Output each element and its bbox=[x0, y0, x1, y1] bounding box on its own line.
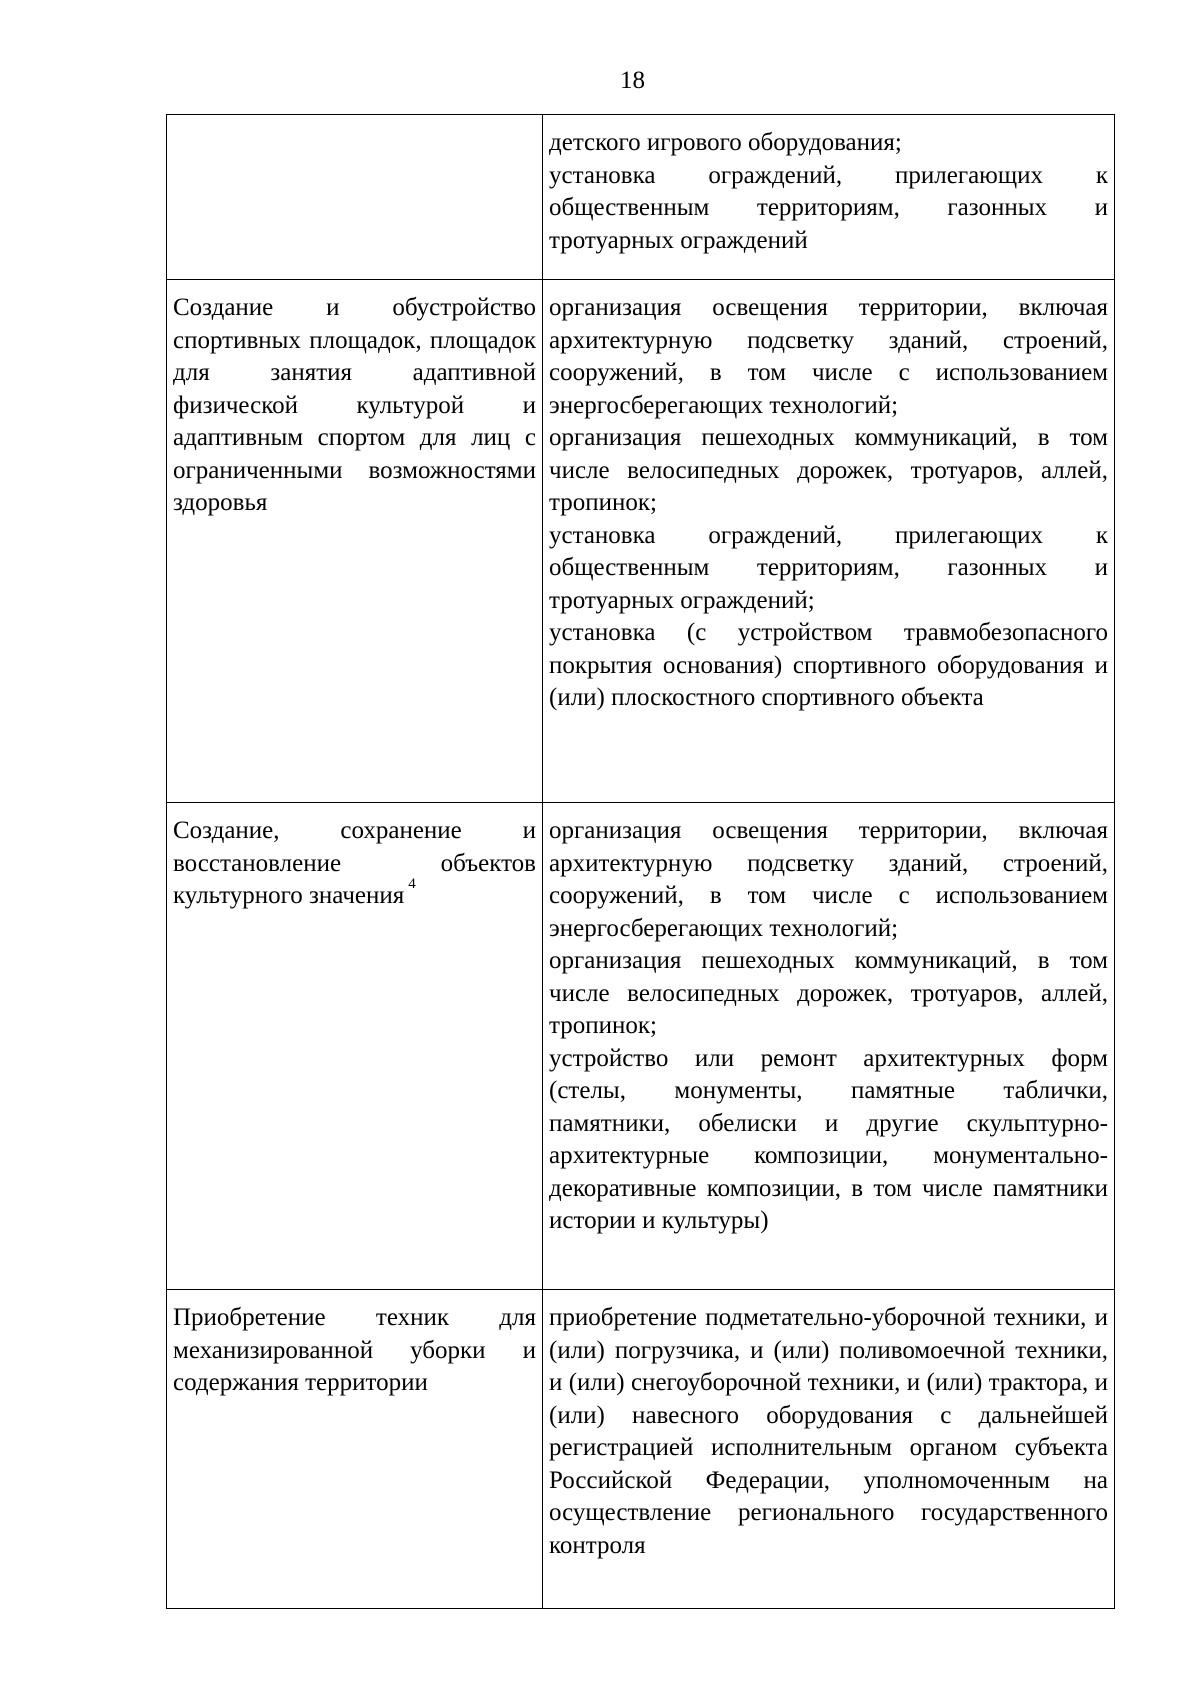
table-cell-left bbox=[167, 1290, 543, 1609]
measure-item: детского игрового оборудования; bbox=[549, 129, 902, 156]
measure-title-text: Создание, сохранение и восстановление объектов культурного значения bbox=[173, 817, 536, 909]
measure-item: установка ограждений, прилегающих к общественным территориям, газонных и тротуарных ограждений bbox=[549, 161, 1108, 254]
measure-item: устройство или ремонт архитектурных форм (стелы, монументы, памятные таблички, памятники, обелиски и другие скульптурно-архитектурные композиции, монументально-декоративные композиции, в том числе памятники истории и культуры) bbox=[549, 1044, 1108, 1234]
footnote-marker: 4 bbox=[408, 876, 416, 892]
measure-item: установка (с устройством травмобезопасного покрытия основания) спортивного оборудования и (или) плоскостного спортивного объекта bbox=[549, 619, 1108, 711]
measure-title bbox=[173, 815, 536, 913]
measures-table bbox=[166, 114, 1115, 1609]
measure-item: организация освещения территории, включая архитектурную подсветку зданий, строений, сооружений, в том числе с использованием энергосберегающих технологий; bbox=[549, 294, 1108, 419]
measure-item: приобретение подметательно-уборочной техники, и (или) погрузчика, и (или) поливомоечной техники, и (или) снегоуборочной техники, и (или) трактора, и (или) навесного оборудования с дальнейшей регистрацией исполнительным органом субъекта Российской Федерации, уполномоченным на осуществление регионального государственного контроля bbox=[549, 1304, 1108, 1559]
measure-item: организация пешеходных коммуникаций, в том числе велосипедных дорожек, тротуаров, аллей, тропинок; bbox=[549, 424, 1108, 516]
measure-title: Создание и обустройство спортивных площадок, площадок для занятия адаптивной физической культурой и адаптивным спортом для лиц с ограниченными возможностями здоровья bbox=[173, 294, 536, 516]
table-row bbox=[167, 1290, 1115, 1609]
table-cell-right bbox=[543, 115, 1115, 280]
table-cell-right bbox=[543, 1290, 1115, 1609]
table-cell-left bbox=[167, 803, 543, 1290]
measure-item: установка ограждений, прилегающих к общественным территориям, газонных и тротуарных ограждений; bbox=[549, 521, 1108, 614]
measure-item: организация освещения территории, включая архитектурную подсветку зданий, строений, сооружений, в том числе с использованием энергосберегающих технологий; bbox=[549, 817, 1108, 942]
table-cell-left bbox=[167, 280, 543, 803]
table-cell-left bbox=[167, 115, 543, 280]
table-row bbox=[167, 280, 1115, 803]
page-number: 18 bbox=[620, 67, 645, 94]
measure-item: организация пешеходных коммуникаций, в том числе велосипедных дорожек, тротуаров, аллей, тропинок; bbox=[549, 947, 1108, 1039]
measure-title: Приобретение техник для механизированной уборки и содержания территории bbox=[173, 1304, 536, 1396]
table-cell-right bbox=[543, 280, 1115, 803]
table-row bbox=[167, 115, 1115, 280]
table-cell-right bbox=[543, 803, 1115, 1290]
table-row bbox=[167, 803, 1115, 1290]
